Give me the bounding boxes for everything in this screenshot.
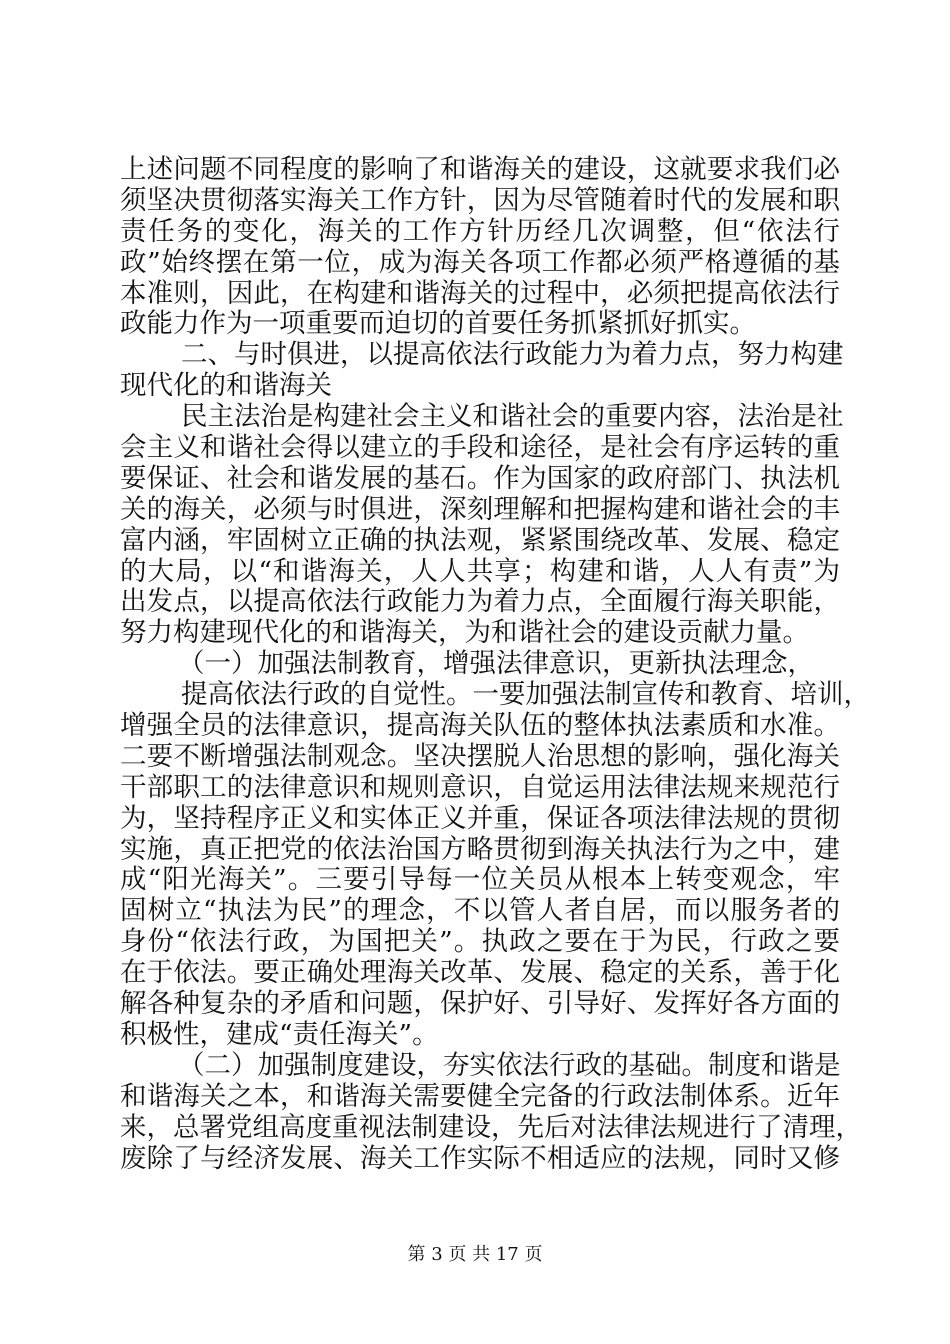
text-line: 民主法治是构建社会主义和谐社会的重要内容，法治是社 xyxy=(181,401,844,433)
text-line: 干部职工的法律意识和规则意识，自觉运用法律法规来规范行 xyxy=(120,771,840,803)
text-line: 须坚决贯彻落实海关工作方针，因为尽管随着时代的发展和职 xyxy=(120,184,840,216)
text-line: 要保证、社会和谐发展的基石。作为国家的政府部门、执法机 xyxy=(120,462,840,494)
section-heading: 现代化的和谐海关 xyxy=(120,370,332,402)
text-line: 积极性，建成“责任海关”。 xyxy=(120,1018,439,1050)
text-line: 固树立“执法为民”的理念，不以管人者自居，而以服务者的 xyxy=(120,895,840,927)
text-line: 和谐海关之本，和谐海关需要健全完备的行政法制体系。近年 xyxy=(120,1080,840,1112)
text-line: 上述问题不同程度的影响了和谐海关的建设，这就要求我们必 xyxy=(120,154,840,185)
section-heading: 二、与时俱进，以提高依法行政能力为着力点，努力构建 xyxy=(181,339,844,371)
text-line: 二要不断增强法制观念。坚决摆脱人治思想的影响，强化海关 xyxy=(120,740,840,772)
text-line: 政能力作为一项重要而迫切的首要任务抓紧抓好抓实。 xyxy=(120,308,756,340)
subsection-heading: （二）加强制度建设，夯实依法行政的基础。制度和谐是 xyxy=(178,1049,841,1081)
page-number-footer: 第 3 页 共 17 页 xyxy=(407,1244,543,1265)
text-line: 解各种复杂的矛盾和问题，保护好、引导好、发挥好各方面的 xyxy=(120,988,840,1020)
text-line: 废除了与经济发展、海关工作实际不相适应的法规，同时又修 xyxy=(120,1142,840,1174)
text-line: 出发点，以提高依法行政能力为着力点，全面履行海关职能， xyxy=(120,586,840,618)
document-body xyxy=(120,154,870,1174)
text-line: 本准则，因此，在构建和谐海关的过程中，必须把提高依法行 xyxy=(120,277,840,309)
text-line: 为，坚持程序正义和实体正义并重，保证各项法律法规的贯彻 xyxy=(120,802,840,834)
text-line: 努力构建现代化的和谐海关，为和谐社会的建设贡献力量。 xyxy=(120,617,809,649)
text-line: 身份“依法行政，为国把关”。执政之要在于为民，行政之要 xyxy=(120,926,840,958)
text-line: 来，总署党组高度重视法制建设，先后对法律法规进行了清理， xyxy=(120,1111,862,1143)
text-line: 责任务的变化，海关的工作方针历经几次调整，但“依法行 xyxy=(120,215,840,247)
text-line: 富内涵，牢固树立正确的执法观，紧紧围绕改革、发展、稳定 xyxy=(120,524,840,556)
text-line: 增强全员的法律意识，提高海关队伍的整体执法素质和水准。 xyxy=(120,710,840,742)
text-line: 提高依法行政的自觉性。一要加强法制宣传和教育、培训， xyxy=(181,679,870,711)
text-line: 实施，真正把党的依法治国方略贯彻到海关执法行为之中，建 xyxy=(120,833,840,865)
text-line: 政”始终摆在第一位，成为海关各项工作都必须严格遵循的基 xyxy=(120,246,840,278)
text-line: 会主义和谐社会得以建立的手段和途径，是社会有序运转的重 xyxy=(120,432,840,464)
text-line: 的大局，以“和谐海关，人人共享；构建和谐，人人有责”为 xyxy=(120,555,840,587)
text-line: 成“阳光海关”。三要引导每一位关员从根本上转变观念，牢 xyxy=(120,864,840,896)
subsection-heading: （一）加强法制教育，增强法律意识，更新执法理念， xyxy=(178,648,814,680)
text-line: 关的海关，必须与时俱进，深刻理解和把握构建和谐社会的丰 xyxy=(120,493,840,525)
text-line: 在于依法。要正确处理海关改革、发展、稳定的关系，善于化 xyxy=(120,957,840,989)
